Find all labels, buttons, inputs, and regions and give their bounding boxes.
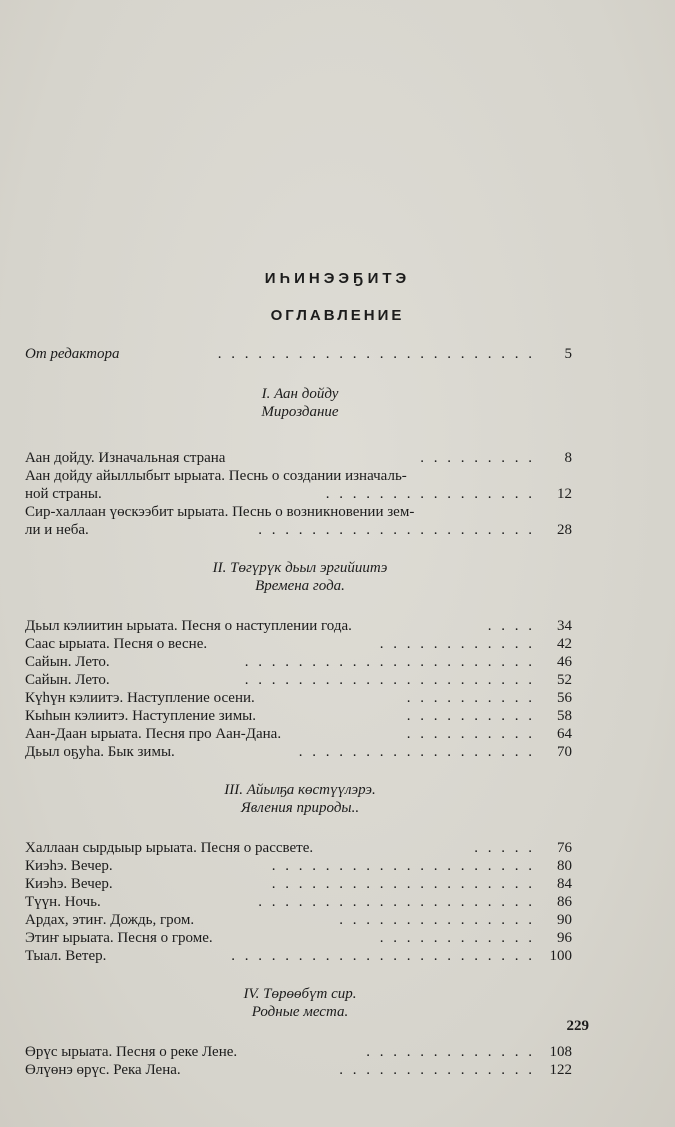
toc-entry-page: 12 <box>557 486 572 502</box>
toc-entry-page: 46 <box>557 654 572 670</box>
toc-entry <box>25 521 575 539</box>
toc-entry-text: Сайын. Лето. <box>25 654 110 670</box>
toc-entry-text: Өрүс ырыата. Песня о реке Лене. <box>25 1044 238 1060</box>
toc-entry-page: 122 <box>549 1062 572 1078</box>
toc-entry <box>25 1043 575 1061</box>
toc-entry <box>25 449 575 467</box>
section-title-1 <box>25 385 575 421</box>
toc-entry-text: Ардах, этиҥ. Дождь, гром. <box>25 912 195 928</box>
leader-dots: . . . . . <box>474 840 535 856</box>
section-title-russian: Мироздание <box>261 404 339 420</box>
section-title-yakut: II. Төгүрүк дьыл эргийиитэ <box>212 560 388 576</box>
toc-entry <box>25 503 575 521</box>
section-title-yakut: I. Аан дойду <box>261 386 339 402</box>
toc-entry-text: Дьыл кэлиитин ырыата. Песня о наступлении года. <box>25 618 352 634</box>
leader-dots: . . . . . . . . . . . . . . . . . . . . <box>271 858 535 874</box>
leader-dots: . . . . . . . . . . . . . . . . . . <box>298 744 535 760</box>
section-title-4 <box>25 985 575 1021</box>
toc-entry-text: Аан дойду айыллыбыт ырыата. Песнь о создании изначаль- <box>25 468 407 484</box>
toc-entry-page: 28 <box>557 522 572 538</box>
toc-entry-page: 5 <box>564 346 572 362</box>
toc-entry <box>25 839 575 857</box>
leader-dots: . . . . . . . . . <box>420 450 535 466</box>
toc-entry-text: Этиҥ ырыата. Песня о громе. <box>25 930 213 946</box>
toc-entry-text: Киэһэ. Вечер. <box>25 858 113 874</box>
toc-entry-text: Аан-Даан ырыата. Песня про Аан-Дана. <box>25 726 282 742</box>
toc-entry <box>25 635 575 653</box>
toc-entry-page: 58 <box>557 708 572 724</box>
toc-entry <box>25 707 575 725</box>
toc-entry-text: Саас ырыата. Песня о весне. <box>25 636 208 652</box>
toc-entry <box>25 947 575 965</box>
leader-dots: . . . . . . . . . . <box>406 690 535 706</box>
leader-dots: . . . . . . . . . . . . <box>379 636 535 652</box>
toc-entry-page: 108 <box>549 1044 572 1060</box>
toc-entry-text: От редактора <box>25 346 120 362</box>
contents-heading-russian: ОГЛАВЛЕНИЕ <box>270 307 405 324</box>
leader-dots: . . . . . . . . . . . . . . . . . . . . . . . . <box>217 346 535 362</box>
section-title-3 <box>25 781 575 817</box>
toc-entry-page: 86 <box>557 894 572 910</box>
toc-entry-page: 100 <box>549 948 572 964</box>
section-entries-3 <box>25 839 575 965</box>
toc-entry-page: 96 <box>557 930 572 946</box>
toc-entry-page: 76 <box>557 840 572 856</box>
toc-entry-page: 80 <box>557 858 572 874</box>
section-entries-2 <box>25 617 575 761</box>
toc-entry <box>25 725 575 743</box>
toc-entry-text: Тыал. Ветер. <box>25 948 107 964</box>
toc-entry <box>25 1061 575 1079</box>
leader-dots: . . . . . . . . . . . . . . . <box>339 1062 535 1078</box>
toc-entry-text: Күһүн кэлиитэ. Наступление осени. <box>25 690 255 706</box>
toc-entry-text: Түүн. Ночь. <box>25 894 101 910</box>
page-number: 229 <box>566 1018 589 1034</box>
toc-entry <box>25 653 575 671</box>
contents-heading-yakut: ИҺИНЭЭҔИТЭ <box>264 270 411 287</box>
leader-dots: . . . . . . . . . . . . . . . . . . . . . <box>258 894 535 910</box>
leader-dots: . . . . . . . . . . . . . <box>366 1044 535 1060</box>
section-title-2 <box>25 559 575 595</box>
toc-entry-text: Дьыл оҕуһа. Бык зимы. <box>25 744 175 760</box>
leader-dots: . . . . . . . . . . . . <box>379 930 535 946</box>
toc-entry-editor <box>25 345 575 363</box>
toc-entry-text: Аан дойду. Изначальная страна <box>25 450 226 466</box>
section-title-russian: Времена года. <box>255 578 345 594</box>
section-title-yakut: III. Айылҕа көстүүлэрэ. <box>224 782 376 798</box>
toc-entry-text: Сайын. Лето. <box>25 672 110 688</box>
toc-entry-text: Өлүөнэ өрүс. Река Лена. <box>25 1062 181 1078</box>
toc-entry <box>25 671 575 689</box>
toc-entry-page: 52 <box>557 672 572 688</box>
section-entries-4 <box>25 1043 575 1079</box>
toc-entry-page: 8 <box>564 450 572 466</box>
leader-dots: . . . . . . . . . . . . . . . . . . . . . . <box>244 672 535 688</box>
section-title-russian: Родные места. <box>251 1004 349 1020</box>
toc-entry <box>25 875 575 893</box>
toc-entry <box>25 929 575 947</box>
leader-dots: . . . . . . . . . . <box>406 726 535 742</box>
toc-entry <box>25 617 575 635</box>
toc-entry <box>25 689 575 707</box>
toc-entry <box>25 743 575 761</box>
leader-dots: . . . . . . . . . . . . . . . . . . . . <box>271 876 535 892</box>
toc-entry <box>25 467 575 485</box>
toc-entry-page: 56 <box>557 690 572 706</box>
section-title-yakut: IV. Төрөөбүт сир. <box>243 986 357 1002</box>
toc-entry <box>25 893 575 911</box>
leader-dots: . . . . . . . . . . . . . . . . <box>325 486 535 502</box>
leader-dots: . . . . . . . . . . . . . . . . . . . . . . <box>244 654 535 670</box>
leader-dots: . . . . <box>487 618 535 634</box>
leader-dots: . . . . . . . . . . . . . . . . . . . . . . . <box>231 948 535 964</box>
toc-entry-text: ли и неба. <box>25 522 89 538</box>
toc-entry-text: Кыһын кэлиитэ. Наступление зимы. <box>25 708 257 724</box>
toc-entry <box>25 485 575 503</box>
toc-entry-text: ной страны. <box>25 486 102 502</box>
leader-dots: . . . . . . . . . . . . . . . . . . . . . <box>258 522 535 538</box>
toc-entry <box>25 911 575 929</box>
toc-entry-page: 84 <box>557 876 572 892</box>
toc-entry-page: 64 <box>557 726 572 742</box>
leader-dots: . . . . . . . . . . <box>406 708 535 724</box>
toc-entry <box>25 857 575 875</box>
toc-entry-text: Киэһэ. Вечер. <box>25 876 113 892</box>
table-of-contents <box>25 343 575 1079</box>
toc-entry-text: Халлаан сырдыыр ырыата. Песня о рассвете. <box>25 840 314 856</box>
leader-dots: . . . . . . . . . . . . . . . <box>339 912 535 928</box>
toc-entry-page: 70 <box>557 744 572 760</box>
section-entries-1 <box>25 449 575 539</box>
toc-entry-text: Сир-халлаан үөскээбит ырыата. Песнь о возникновении зем- <box>25 504 415 520</box>
toc-entry-page: 90 <box>557 912 572 928</box>
section-title-russian: Явления природы.. <box>240 800 360 816</box>
toc-entry-page: 42 <box>557 636 572 652</box>
toc-entry-page: 34 <box>557 618 572 634</box>
